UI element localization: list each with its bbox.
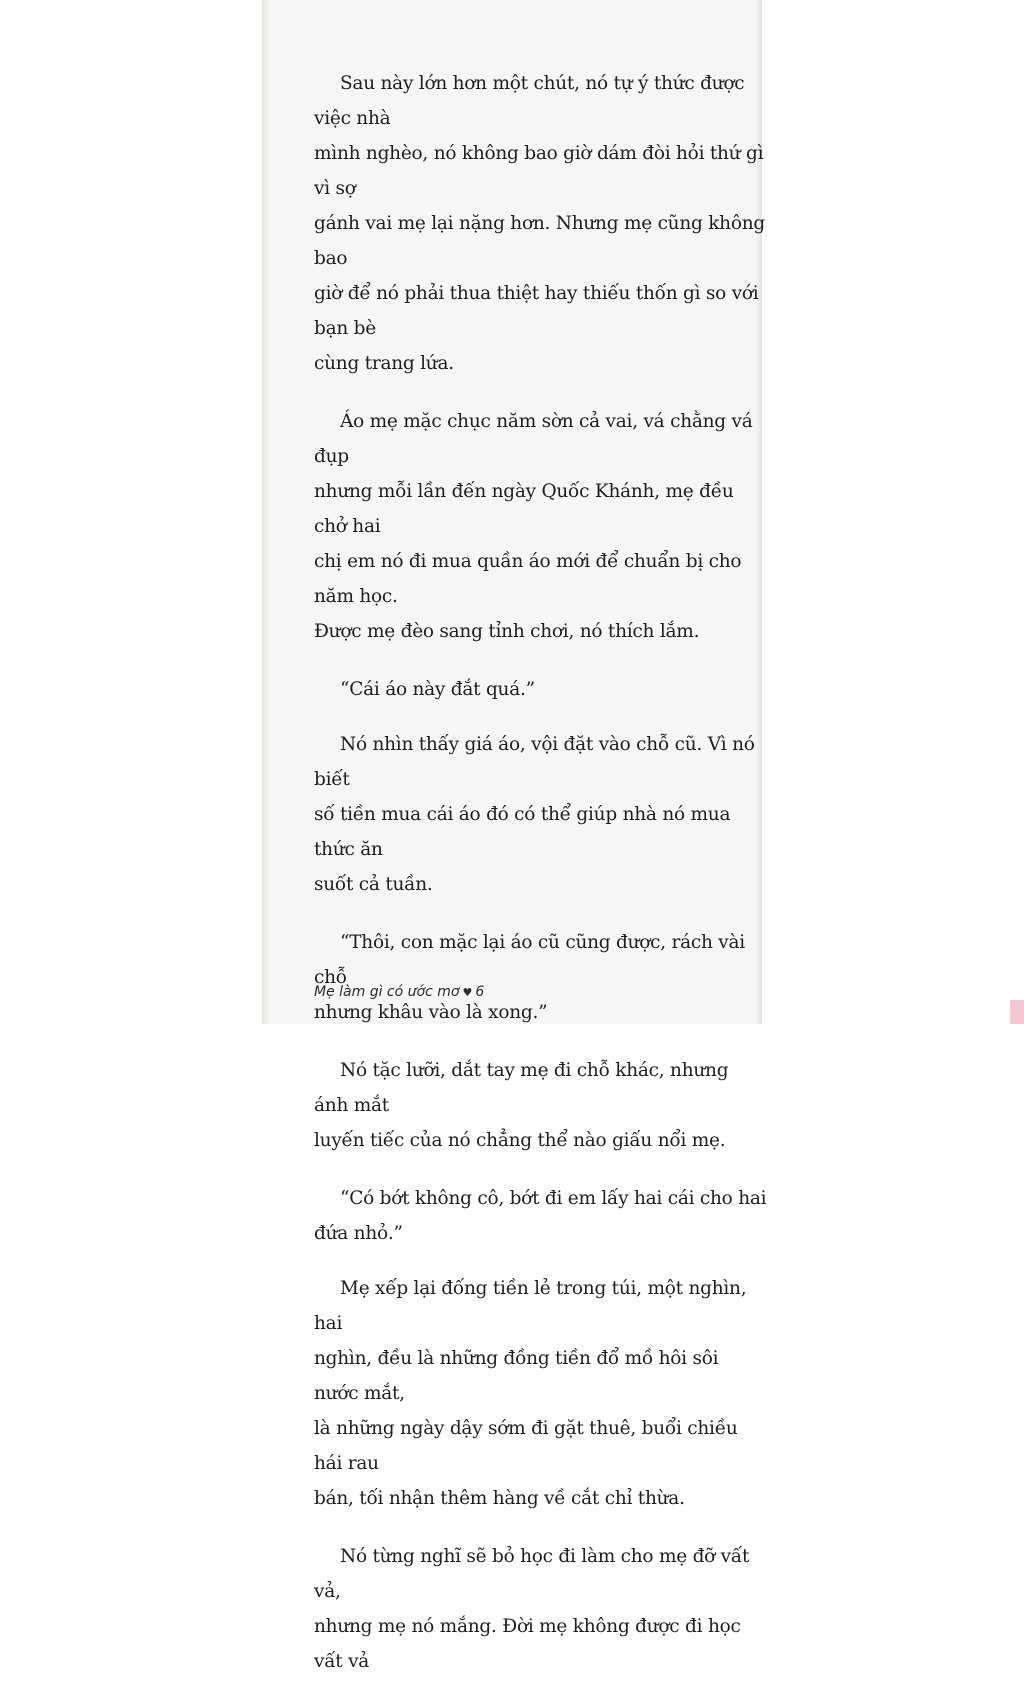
paragraph-7: “Có bớt không cô, bớt đi em lấy hai cái cho hai đứa nhỏ.” <box>314 1188 767 1244</box>
paragraph-6: Nó tặc lưỡi, dắt tay mẹ đi chỗ khác, nhưng ánh mắt luyến tiếc của nó chẳng thể nào giấu nổi mẹ. <box>314 1060 729 1151</box>
paragraph-5: “Thôi, con mặc lại áo cũ cũng được, rách vài chỗ nhưng khâu vào là xong.” <box>314 932 745 1023</box>
paragraph-3: “Cái áo này đắt quá.” <box>340 679 535 700</box>
page-footer <box>314 984 484 1000</box>
paragraph-4: Nó nhìn thấy giá áo, vội đặt vào chỗ cũ. Vì nó biết số tiền mua cái áo đó có thể giúp nhà nó mua thức ăn suốt cả tuần. <box>314 734 755 895</box>
paragraph-9: Nó từng nghĩ sẽ bỏ học đi làm cho mẹ đỡ vất vả, nhưng mẹ nó mắng. Đời mẹ không được đi học vất vả <box>314 1546 750 1672</box>
paragraph-2: Áo mẹ mặc chục năm sờn cả vai, vá chằng vá đụp nhưng mỗi lần đến ngày Quốc Khánh, mẹ đều chở hai chị em nó đi mua quần áo mới để chuẩn bị cho năm học. Được mẹ đèo sang tỉnh chơi, nó thích lắm. <box>314 411 753 642</box>
book-title: Mẹ làm gì có ước mơ <box>314 984 460 1000</box>
paragraph-8: Mẹ xếp lại đống tiền lẻ trong túi, một nghìn, hai nghìn, đều là những đồng tiền đổ mồ hôi sôi nước mắt, là những ngày dậy sớm đi gặt thuê, buổi chiều hái rau bán, tối nhận thêm hàng về cắt chỉ thừa. <box>314 1278 747 1509</box>
page-edge-left <box>262 0 270 1024</box>
body-text <box>314 66 768 1702</box>
page-number: 6 <box>475 984 485 1000</box>
corner-mark <box>1010 1000 1024 1024</box>
heart-icon: ♥ <box>462 986 473 999</box>
paragraph-1: Sau này lớn hơn một chút, nó tự ý thức được việc nhà mình nghèo, nó không bao giờ dám đòi hỏi thứ gì vì sợ gánh vai mẹ lại nặng hơn. Nhưng mẹ cũng không bao giờ để nó phải thua thiệt hay thiếu thốn gì so với bạn bè cùng trang lứa. <box>314 73 765 374</box>
